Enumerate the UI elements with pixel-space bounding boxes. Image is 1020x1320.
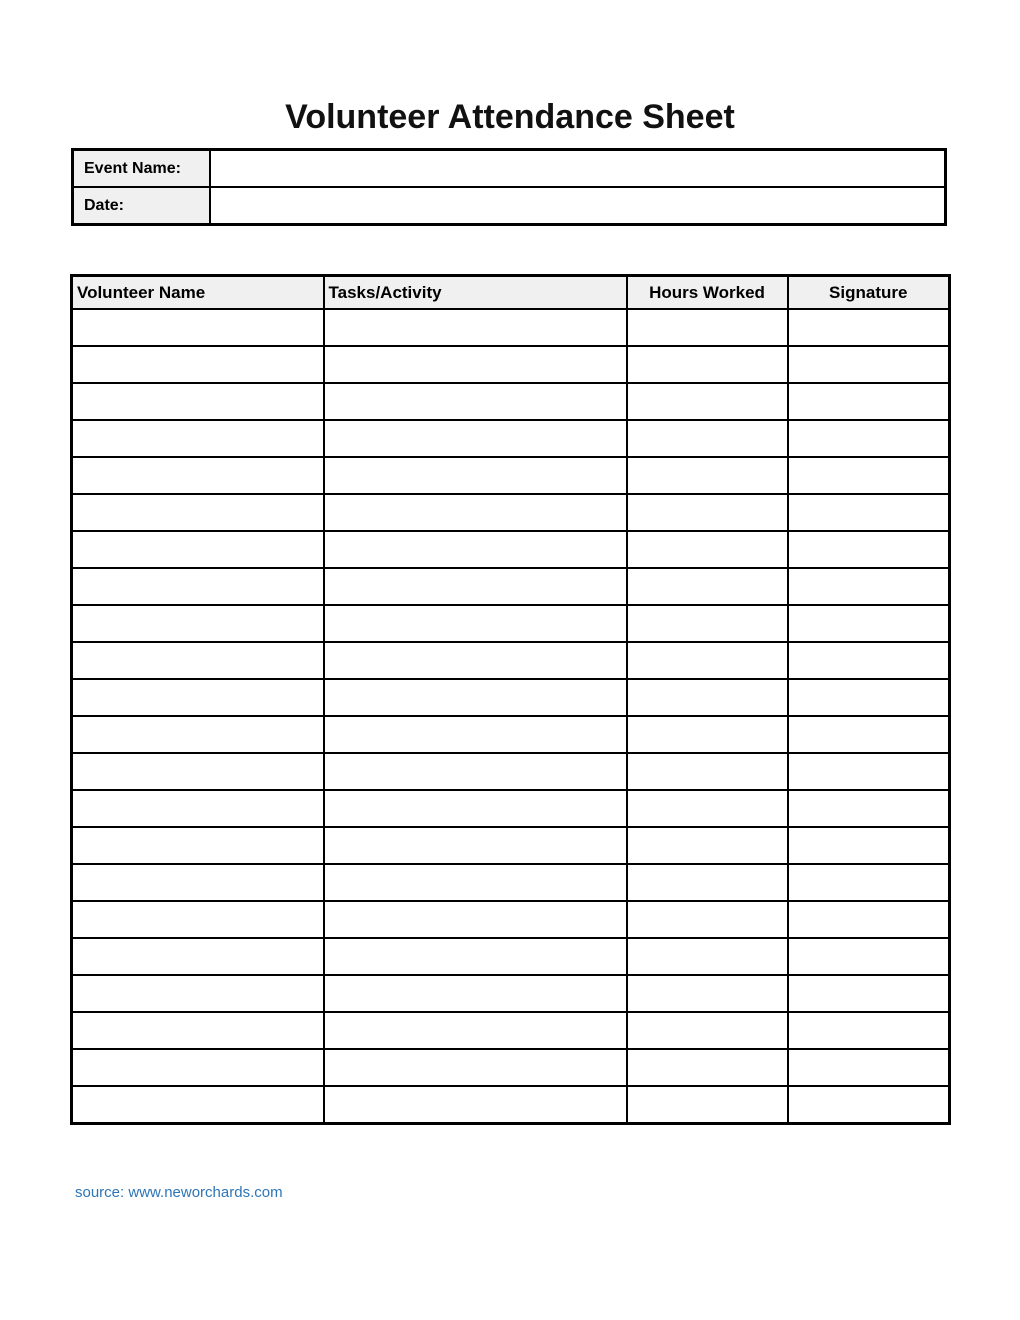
attendance-cell-volunteer-name: [72, 568, 324, 605]
attendance-cell-volunteer-name: [72, 494, 324, 531]
date-row: [73, 187, 946, 225]
attendance-cell-hours-worked: [627, 827, 788, 864]
attendance-row: [72, 494, 950, 531]
event-info-table: [71, 148, 947, 226]
attendance-cell-hours-worked: [627, 864, 788, 901]
attendance-cell-volunteer-name: [72, 420, 324, 457]
attendance-cell-tasks-activity: [324, 827, 627, 864]
attendance-cell-tasks-activity: [324, 642, 627, 679]
attendance-cell-signature: [788, 790, 950, 827]
attendance-cell-volunteer-name: [72, 864, 324, 901]
attendance-cell-signature: [788, 494, 950, 531]
attendance-row: [72, 975, 950, 1012]
source-line: [75, 1184, 283, 1201]
column-header-tasks-activity: Tasks/Activity: [324, 276, 627, 310]
attendance-row: [72, 383, 950, 420]
attendance-row: [72, 864, 950, 901]
attendance-header-row: [72, 276, 950, 310]
attendance-cell-volunteer-name: [72, 679, 324, 716]
attendance-cell-signature: [788, 938, 950, 975]
attendance-row: [72, 1049, 950, 1086]
attendance-row: [72, 827, 950, 864]
attendance-cell-tasks-activity: [324, 531, 627, 568]
attendance-row: [72, 457, 950, 494]
attendance-cell-hours-worked: [627, 346, 788, 383]
attendance-row: [72, 642, 950, 679]
attendance-cell-tasks-activity: [324, 568, 627, 605]
column-header-signature: Signature: [788, 276, 950, 310]
attendance-cell-tasks-activity: [324, 309, 627, 346]
attendance-cell-tasks-activity: [324, 790, 627, 827]
attendance-cell-signature: [788, 864, 950, 901]
attendance-cell-volunteer-name: [72, 383, 324, 420]
attendance-cell-tasks-activity: [324, 753, 627, 790]
attendance-cell-signature: [788, 975, 950, 1012]
attendance-cell-tasks-activity: [324, 1086, 627, 1124]
event-name-value: [210, 150, 946, 188]
attendance-cell-signature: [788, 716, 950, 753]
attendance-cell-volunteer-name: [72, 1012, 324, 1049]
attendance-cell-volunteer-name: [72, 790, 324, 827]
attendance-cell-signature: [788, 1086, 950, 1124]
attendance-cell-signature: [788, 753, 950, 790]
attendance-cell-hours-worked: [627, 568, 788, 605]
attendance-cell-hours-worked: [627, 901, 788, 938]
attendance-cell-signature: [788, 642, 950, 679]
attendance-cell-signature: [788, 679, 950, 716]
attendance-row: [72, 1086, 950, 1124]
attendance-row: [72, 531, 950, 568]
attendance-row: [72, 716, 950, 753]
attendance-cell-volunteer-name: [72, 346, 324, 383]
attendance-cell-tasks-activity: [324, 1012, 627, 1049]
attendance-cell-volunteer-name: [72, 716, 324, 753]
attendance-cell-tasks-activity: [324, 605, 627, 642]
attendance-row: [72, 901, 950, 938]
attendance-row: [72, 568, 950, 605]
attendance-cell-signature: [788, 383, 950, 420]
attendance-cell-hours-worked: [627, 1012, 788, 1049]
column-header-hours-worked: Hours Worked: [627, 276, 788, 310]
attendance-cell-tasks-activity: [324, 494, 627, 531]
date-label: Date:: [73, 187, 211, 225]
attendance-cell-tasks-activity: [324, 457, 627, 494]
attendance-cell-signature: [788, 1049, 950, 1086]
source-link[interactable]: source: www.neworchards.com: [75, 1184, 283, 1201]
attendance-cell-signature: [788, 568, 950, 605]
attendance-cell-hours-worked: [627, 1049, 788, 1086]
attendance-cell-hours-worked: [627, 716, 788, 753]
attendance-row: [72, 753, 950, 790]
attendance-cell-volunteer-name: [72, 309, 324, 346]
attendance-cell-hours-worked: [627, 383, 788, 420]
attendance-cell-hours-worked: [627, 457, 788, 494]
column-header-volunteer-name: Volunteer Name: [72, 276, 324, 310]
attendance-row: [72, 938, 950, 975]
attendance-cell-signature: [788, 901, 950, 938]
attendance-cell-hours-worked: [627, 531, 788, 568]
attendance-row: [72, 679, 950, 716]
attendance-cell-hours-worked: [627, 790, 788, 827]
attendance-row: [72, 309, 950, 346]
attendance-cell-volunteer-name: [72, 1049, 324, 1086]
attendance-cell-hours-worked: [627, 642, 788, 679]
attendance-cell-volunteer-name: [72, 901, 324, 938]
attendance-cell-volunteer-name: [72, 938, 324, 975]
attendance-cell-volunteer-name: [72, 1086, 324, 1124]
attendance-cell-signature: [788, 457, 950, 494]
attendance-row: [72, 790, 950, 827]
attendance-cell-tasks-activity: [324, 679, 627, 716]
attendance-cell-signature: [788, 605, 950, 642]
attendance-cell-signature: [788, 309, 950, 346]
attendance-cell-hours-worked: [627, 1086, 788, 1124]
attendance-cell-tasks-activity: [324, 346, 627, 383]
attendance-cell-tasks-activity: [324, 864, 627, 901]
attendance-cell-hours-worked: [627, 938, 788, 975]
attendance-row: [72, 420, 950, 457]
attendance-cell-tasks-activity: [324, 938, 627, 975]
attendance-cell-volunteer-name: [72, 975, 324, 1012]
attendance-cell-volunteer-name: [72, 827, 324, 864]
attendance-cell-volunteer-name: [72, 642, 324, 679]
page-title: Volunteer Attendance Sheet: [285, 98, 735, 136]
attendance-row: [72, 346, 950, 383]
attendance-table: [70, 274, 951, 1125]
attendance-cell-volunteer-name: [72, 531, 324, 568]
attendance-body: [72, 309, 950, 1124]
attendance-cell-tasks-activity: [324, 901, 627, 938]
attendance-cell-tasks-activity: [324, 975, 627, 1012]
event-name-label: Event Name:: [73, 150, 211, 188]
attendance-row: [72, 1012, 950, 1049]
attendance-cell-signature: [788, 1012, 950, 1049]
attendance-cell-signature: [788, 531, 950, 568]
attendance-cell-tasks-activity: [324, 716, 627, 753]
attendance-cell-tasks-activity: [324, 383, 627, 420]
attendance-cell-hours-worked: [627, 309, 788, 346]
attendance-cell-tasks-activity: [324, 420, 627, 457]
date-value: [210, 187, 946, 225]
attendance-cell-signature: [788, 346, 950, 383]
attendance-cell-signature: [788, 420, 950, 457]
attendance-cell-volunteer-name: [72, 753, 324, 790]
attendance-cell-signature: [788, 827, 950, 864]
attendance-cell-hours-worked: [627, 605, 788, 642]
attendance-cell-hours-worked: [627, 420, 788, 457]
attendance-cell-volunteer-name: [72, 457, 324, 494]
attendance-cell-hours-worked: [627, 494, 788, 531]
attendance-row: [72, 605, 950, 642]
attendance-cell-volunteer-name: [72, 605, 324, 642]
attendance-cell-tasks-activity: [324, 1049, 627, 1086]
attendance-cell-hours-worked: [627, 679, 788, 716]
event-name-row: [73, 150, 946, 188]
attendance-cell-hours-worked: [627, 753, 788, 790]
attendance-cell-hours-worked: [627, 975, 788, 1012]
